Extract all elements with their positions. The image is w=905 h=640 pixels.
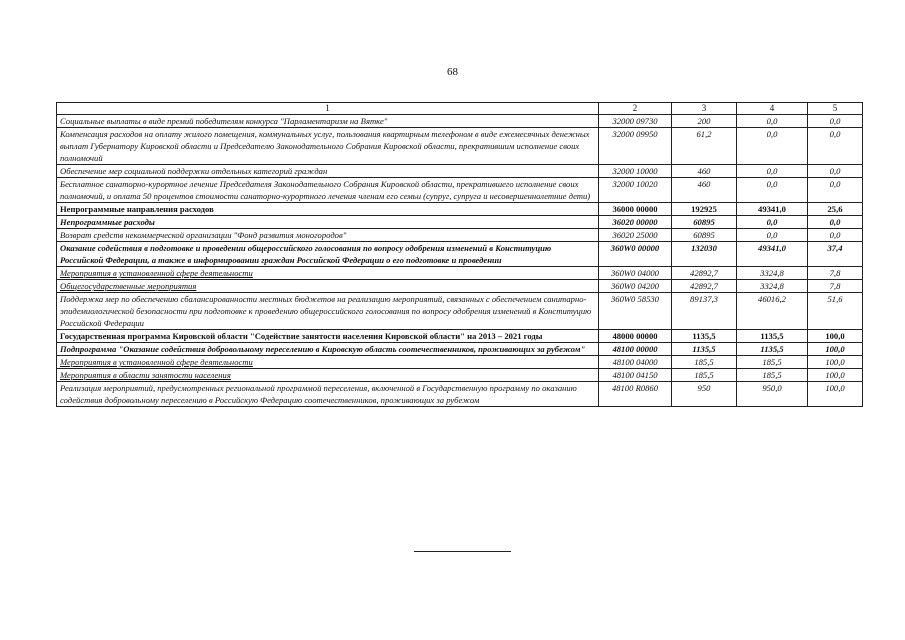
row-value-col3: 192925: [691, 204, 717, 214]
row-name-cell: Обеспечение мер социальной поддержки отдельных категорий граждан: [60, 166, 328, 176]
table-row: [57, 343, 863, 356]
page-number: 68: [447, 66, 458, 78]
row-name-cell: Подпрограмма "Оказание содействия добровольному переселению в Кировскую область соотечественников, проживающих за рубежом": [60, 344, 586, 354]
row-code-cell: 48100 04150: [612, 370, 658, 380]
row-value-col5: 7,8: [829, 268, 841, 278]
row-code-cell: 48100 04000: [612, 357, 658, 367]
row-value-col4: 0,0: [766, 230, 778, 240]
row-value-col5: 100,0: [825, 383, 845, 393]
column-header: 4: [737, 103, 808, 115]
column-header: 5: [808, 103, 863, 115]
table-row: [57, 330, 863, 343]
row-name-cell: Общегосударственные мероприятия: [60, 281, 197, 291]
row-value-col3: 132030: [691, 243, 717, 253]
row-value-col3: 60895: [693, 230, 715, 240]
row-name-cell: Мероприятия в области занятости населения: [60, 370, 231, 380]
table-row: [57, 382, 863, 407]
row-code-cell: 360W0 04000: [611, 268, 659, 278]
row-code-cell: 36000 00000: [612, 204, 658, 214]
row-value-col3: 1135,5: [692, 331, 716, 341]
table-row: [57, 369, 863, 382]
row-value-col4: 0,0: [766, 217, 778, 227]
row-value-col5: 0,0: [829, 217, 841, 227]
row-value-col3: 42892,7: [690, 281, 718, 291]
row-code-cell: 360W0 00000: [610, 243, 660, 253]
row-value-col5: 51,6: [827, 294, 843, 304]
row-value-col5: 0,0: [829, 166, 841, 176]
row-name-cell: Возврат средств некоммерческой организации "Фонд развития моногородов": [60, 230, 347, 240]
column-header: 3: [672, 103, 737, 115]
row-value-col4: 0,0: [766, 179, 778, 189]
row-value-col3: 185,5: [694, 370, 714, 380]
row-code-cell: 32000 09950: [612, 129, 658, 139]
row-code-cell: 48100 00000: [612, 344, 658, 354]
table-row: [57, 356, 863, 369]
row-name-cell: Мероприятия в установленной сфере деятельности: [60, 268, 253, 278]
footer-rule: [414, 551, 511, 552]
row-value-col3: 950: [697, 383, 711, 393]
row-value-col5: 0,0: [829, 129, 841, 139]
row-name-cell: Государственная программа Кировской области "Содействие занятости населения Кировской области" на 2013 – 2021 годы: [60, 331, 543, 341]
row-code-cell: 32000 10020: [612, 179, 658, 189]
table-row: [57, 242, 863, 267]
row-value-col5: 7,8: [829, 281, 841, 291]
table-row: [57, 229, 863, 242]
row-value-col5: 0,0: [829, 230, 841, 240]
row-value-col5: 25,6: [827, 204, 843, 214]
row-name-cell: Оказание содействия в подготовке и проведении общероссийского голосования по вопросу одобрения изменений в Конституцию Российской Федерации, а также в информировании граждан Российской Федерации о его подготовке и проведении: [60, 243, 552, 265]
row-value-col5: 100,0: [825, 357, 845, 367]
row-value-col3: 61,2: [696, 129, 712, 139]
row-value-col5: 100,0: [825, 344, 845, 354]
row-name-cell: Бесплатное санаторно-курортное лечение Председателя Законодательного Собрания Кировской области, прекратившего исполнение своих полномочий, и оплата 50 процентов стоимости санаторно-курортного лечения членам его семьи (супруг, супруга и несовершеннолетние дети): [60, 179, 591, 201]
row-name-cell: Непрограммные расходы: [60, 217, 155, 227]
row-code-cell: 48100 R0860: [611, 383, 659, 393]
row-code-cell: 36020 00000: [612, 217, 658, 227]
row-value-col4: 950,0: [762, 383, 782, 393]
row-value-col3: 460: [697, 179, 711, 189]
row-value-col4: 0,0: [766, 116, 778, 126]
row-value-col5: 100,0: [825, 370, 845, 380]
column-header: 1: [57, 103, 599, 115]
row-value-col4: 3324,8: [760, 281, 784, 291]
row-value-col5: 37,4: [827, 243, 843, 253]
row-name-cell: Компенсация расходов на оплату жилого помещения, коммунальных услуг, пользования квартирным телефоном в виде ежемесячных денежных выплат Губернатору Кировской области и Председателю Законодательного Собрания Кировской области, прекратившим исполнение своих полномочий: [60, 129, 590, 163]
row-value-col4: 46016,2: [758, 294, 786, 304]
row-value-col5: 0,0: [829, 179, 841, 189]
table-row: [57, 115, 863, 128]
row-name-cell: Социальные выплаты в виде премий победителям конкурса "Парламентаризм на Вятке": [60, 116, 388, 126]
table-row: [57, 293, 863, 330]
row-code-cell: 48000 00000: [612, 331, 658, 341]
table-row: [57, 128, 863, 165]
row-value-col3: 185,5: [694, 357, 714, 367]
row-name-cell: Поддержка мер по обеспечению сбалансированности местных бюджетов на реализацию мероприятий, связанных с обеспечением санитарно-эпидемиологической безопасности при подготовке к проведению общероссийского голосования по вопросу одобрения изменений в Конституцию Российской Федерации: [60, 294, 592, 328]
column-header: 2: [599, 103, 672, 115]
row-name-cell: Мероприятия в установленной сфере деятельности: [60, 357, 253, 367]
row-value-col4: 1135,5: [760, 331, 784, 341]
row-name-cell: Реализация мероприятий, предусмотренных региональной программой переселения, включенной в Государственную программу по оказанию содействия добровольному переселению в Российскую Федерацию соотечественников, проживающих за рубежом: [60, 383, 577, 405]
table-row: [57, 267, 863, 280]
table-header-row: [57, 103, 863, 115]
row-code-cell: 360W0 04200: [611, 281, 659, 291]
row-value-col4: 3324,8: [760, 268, 784, 278]
row-value-col3: 42892,7: [690, 268, 718, 278]
row-code-cell: 32000 09730: [612, 116, 658, 126]
row-code-cell: 36020 25000: [612, 230, 658, 240]
table-row: [57, 165, 863, 178]
row-value-col5: 0,0: [829, 116, 841, 126]
row-value-col3: 1135,5: [692, 344, 716, 354]
row-value-col4: 49341,0: [758, 243, 786, 253]
row-value-col3: 460: [697, 166, 711, 176]
row-value-col3: 200: [697, 116, 711, 126]
row-value-col3: 60895: [693, 217, 715, 227]
table-row: [57, 216, 863, 229]
row-value-col4: 49341,0: [758, 204, 786, 214]
row-value-col4: 185,5: [762, 370, 782, 380]
row-value-col5: 100,0: [825, 331, 845, 341]
table-body: [57, 115, 863, 407]
row-code-cell: 360W0 58530: [611, 294, 659, 304]
budget-table: [56, 102, 863, 407]
row-value-col3: 89137,3: [690, 294, 718, 304]
row-value-col4: 185,5: [762, 357, 782, 367]
row-name-cell: Непрограммные направления расходов: [60, 204, 214, 214]
row-value-col4: 0,0: [766, 166, 778, 176]
row-value-col4: 1135,5: [760, 344, 784, 354]
table-row: [57, 203, 863, 216]
table-row: [57, 280, 863, 293]
table-row: [57, 178, 863, 203]
row-code-cell: 32000 10000: [612, 166, 658, 176]
row-value-col4: 0,0: [766, 129, 778, 139]
